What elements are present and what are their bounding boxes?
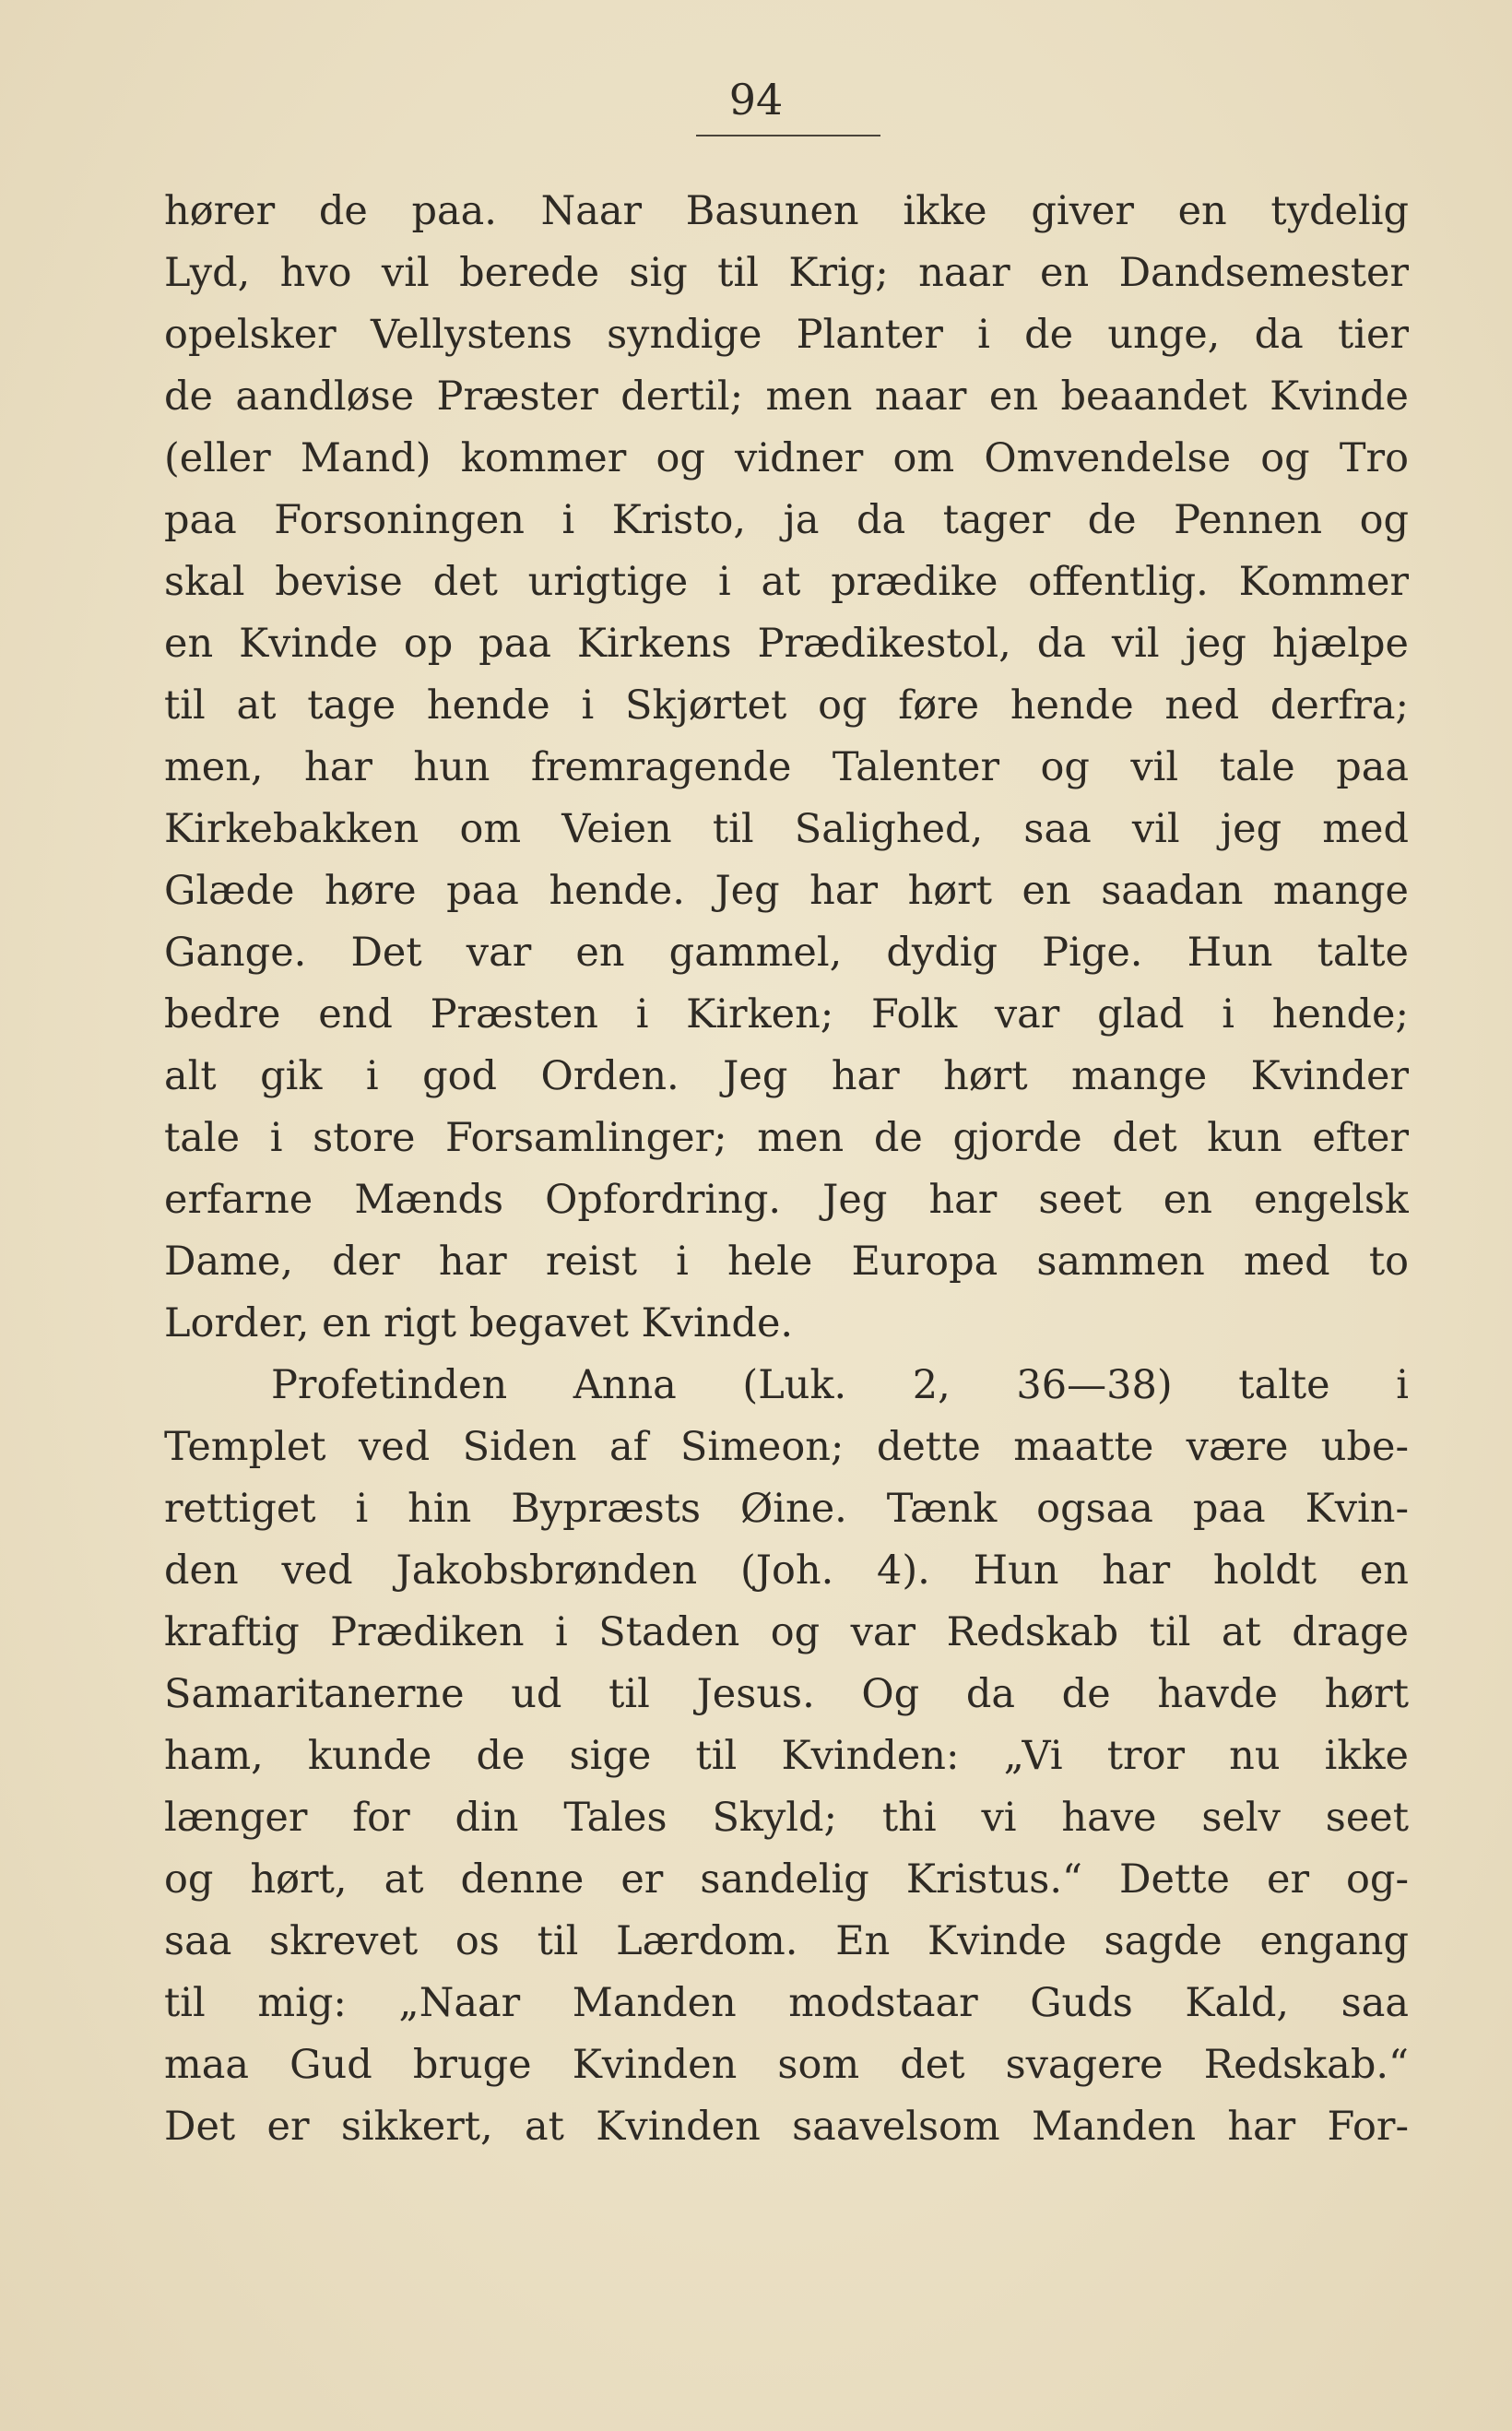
text-line: den ved Jakobsbrønden (Joh. 4). Hun har holdt en — [164, 1548, 1409, 1594]
text-line: Lyd, hvo vil berede sig til Krig; naar en Dandsemester — [164, 250, 1409, 296]
text-line: Det er sikkert, at Kvinden saavelsom Manden har For- — [164, 2104, 1409, 2150]
text-line: saa skrevet os til Lærdom. En Kvinde sagde engang — [164, 1918, 1409, 1964]
text-line: Glæde høre paa hende. Jeg har hørt en saadan mange — [164, 868, 1409, 914]
text-line: Kirkebakken om Veien til Salighed, saa vil jeg med — [164, 806, 1409, 852]
text-line: de aandløse Præster dertil; men naar en beaandet Kvinde — [164, 374, 1409, 420]
text-line: en Kvinde op paa Kirkens Prædikestol, da vil jeg hjælpe — [164, 621, 1409, 667]
text-line: Samaritanerne ud til Jesus. Og da de havde hørt — [164, 1671, 1409, 1717]
text-line: til at tage hende i Skjørtet og føre hende ned derfra; — [164, 682, 1409, 729]
text-line: alt gik i god Orden. Jeg har hørt mange Kvinder — [164, 1053, 1409, 1099]
body-text — [164, 181, 1409, 2158]
header-rule — [696, 135, 880, 136]
text-line: længer for din Tales Skyld; thi vi have selv seet — [164, 1795, 1409, 1841]
text-line: bedre end Præsten i Kirken; Folk var glad i hende; — [164, 991, 1409, 1038]
text-line: og hørt, at denne er sandelig Kristus.“ Dette er og- — [164, 1856, 1409, 1903]
text-line: ham, kunde de sige til Kvinden: „Vi tror nu ikke — [164, 1733, 1409, 1779]
text-line: Gange. Det var en gammel, dydig Pige. Hun talte — [164, 930, 1409, 976]
text-line: Dame, der har reist i hele Europa sammen med to — [164, 1239, 1409, 1285]
text-line: men, har hun fremragende Talenter og vil tale paa — [164, 744, 1409, 790]
text-line: paa Forsoningen i Kristo, ja da tager de Pennen og — [164, 497, 1409, 543]
text-line: erfarne Mænds Opfordring. Jeg har seet en engelsk — [164, 1177, 1409, 1223]
text-line: (eller Mand) kommer og vidner om Omvendelse og Tro — [164, 435, 1409, 481]
text-line: maa Gud bruge Kvinden som det svagere Redskab.“ — [164, 2042, 1409, 2088]
text-line: rettiget i hin Bypræsts Øine. Tænk ogsaa paa Kvin- — [164, 1486, 1409, 1532]
text-line: kraftig Prædiken i Staden og var Redskab til at drage — [164, 1609, 1409, 1655]
text-line: Lorder, en rigt begavet Kvinde. — [164, 1300, 794, 1346]
text-line: til mig: „Naar Manden modstaar Guds Kald, saa — [164, 1980, 1409, 2026]
text-line: Profetinden Anna (Luk. 2, 36—38) talte i — [271, 1362, 1409, 1408]
text-line: opelsker Vellystens syndige Planter i de unge, da tier — [164, 312, 1409, 358]
text-line: hører de paa. Naar Basunen ikke giver en tydelig — [164, 188, 1409, 234]
text-line: Templet ved Siden af Simeon; dette maatte være ube- — [164, 1424, 1409, 1470]
text-line: tale i store Forsamlinger; men de gjorde det kun efter — [164, 1115, 1409, 1161]
page-number: 94 — [728, 75, 784, 125]
text-line: skal bevise det urigtige i at prædike offentlig. Kommer — [164, 559, 1409, 605]
